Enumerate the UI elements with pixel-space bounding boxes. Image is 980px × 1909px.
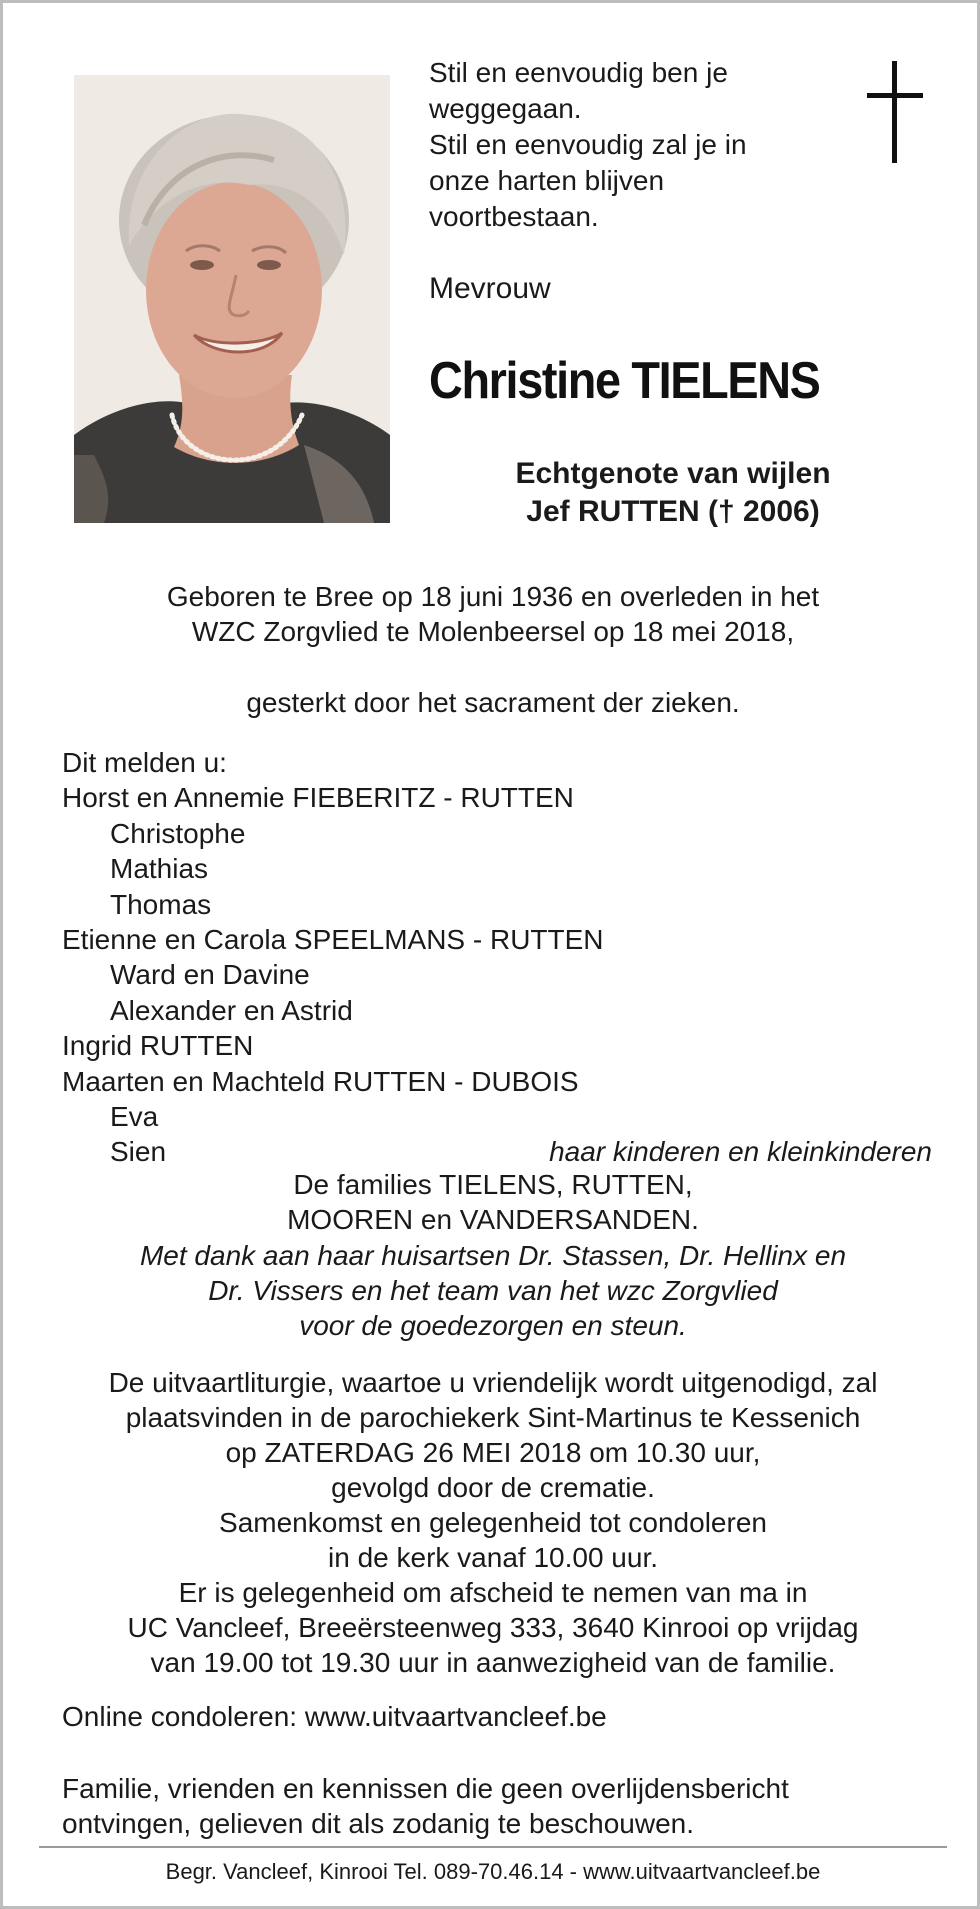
relative-last-row <box>62 1134 932 1169</box>
liturgy-line: Samenkomst en gelegenheid tot condoleren <box>219 1507 767 1538</box>
birth-line: Geboren te Bree op 18 juni 1936 en overleden in het <box>166 581 820 612</box>
relatives-list <box>62 745 932 1170</box>
cross-icon <box>865 61 925 163</box>
birth-death-info <box>3 579 980 649</box>
relative-line: Thomas <box>110 888 212 920</box>
families-line: De families TIELENS, RUTTEN, <box>293 1169 693 1200</box>
honorific: Mevrouw <box>429 272 551 305</box>
footer-divider <box>39 1846 947 1848</box>
poem <box>429 55 829 235</box>
spouse-line: Echtgenote van wijlen <box>515 457 831 490</box>
relative-line: Etienne en Carola SPEELMANS - RUTTEN <box>62 923 604 955</box>
liturgy-line: gevolgd door de crematie. <box>331 1472 655 1503</box>
online-condolence: Online condoleren: www.uitvaartvancleef.be <box>62 1701 607 1732</box>
spouse-info <box>433 455 913 531</box>
poem-line: Stil en eenvoudig zal je in <box>429 129 747 160</box>
families-line: MOOREN en VANDERSANDEN. <box>287 1204 699 1235</box>
relative-line: Mathias <box>110 853 209 885</box>
relative-line: Alexander en Astrid <box>110 994 353 1026</box>
footer: Begr. Vancleef, Kinrooi Tel. 089-70.46.14 - www.uitvaartvancleef.be <box>165 1859 821 1884</box>
funeral-details <box>3 1365 980 1680</box>
thanks-line: Dr. Vissers en het team van het wzc Zorgvlied <box>208 1275 778 1306</box>
liturgy-line: UC Vancleef, Breeërsteenweg 333, 3640 Kinrooi op vrijdag <box>127 1612 859 1643</box>
birth-line: WZC Zorgvlied te Molenbeersel op 18 mei 2018, <box>191 616 795 647</box>
relative-line: Horst en Annemie FIEBERITZ - RUTTEN <box>62 782 574 814</box>
poem-line: onze harten blijven <box>429 165 665 196</box>
relative-line: Christophe <box>110 817 246 849</box>
notice <box>62 1771 789 1841</box>
relative-line: Maarten en Machteld RUTTEN - DUBOIS <box>62 1065 579 1097</box>
thanks-line: voor de goedezorgen en steun. <box>299 1310 687 1341</box>
notice-line: Familie, vrienden en kennissen die geen overlijdensbericht <box>62 1773 789 1804</box>
liturgy-line: plaatsvinden in de parochiekerk Sint-Martinus te Kessenich <box>125 1402 861 1433</box>
poem-line: weggegaan. <box>429 93 582 124</box>
relatives-role: haar kinderen en kleinkinderen <box>549 1136 932 1168</box>
deceased-name: Christine TIELENS <box>429 352 820 410</box>
thanks-line: Met dank aan haar huisartsen Dr. Stassen, Dr. Hellinx en <box>139 1240 847 1271</box>
relatives-intro: Dit melden u: <box>62 747 227 778</box>
families <box>3 1167 980 1237</box>
relative-line: Ingrid RUTTEN <box>62 1030 254 1062</box>
poem-line: voortbestaan. <box>429 201 599 232</box>
portrait-photo <box>74 75 390 523</box>
spouse-line: Jef RUTTEN († 2006) <box>526 495 820 528</box>
notice-line: ontvingen, gelieven dit als zodanig te beschouwen. <box>62 1808 694 1839</box>
relative-line: Eva <box>110 1100 159 1132</box>
liturgy-line: in de kerk vanaf 10.00 uur. <box>328 1542 658 1573</box>
liturgy-line: De uitvaartliturgie, waartoe u vriendelijk wordt uitgenodigd, zal <box>108 1367 878 1398</box>
liturgy-line: Er is gelegenheid om afscheid te nemen van ma in <box>178 1577 808 1608</box>
relative-line: Ward en Davine <box>110 959 310 991</box>
relative-line: Sien <box>110 1136 167 1168</box>
liturgy-line: van 19.00 tot 19.30 uur in aanwezigheid van de familie. <box>150 1647 836 1678</box>
poem-line: Stil en eenvoudig ben je <box>429 57 728 88</box>
thanks-note <box>3 1238 980 1343</box>
liturgy-line: op ZATERDAG 26 MEI 2018 om 10.30 uur, <box>225 1437 761 1468</box>
sacrament-line: gesterkt door het sacrament der zieken. <box>246 687 740 718</box>
